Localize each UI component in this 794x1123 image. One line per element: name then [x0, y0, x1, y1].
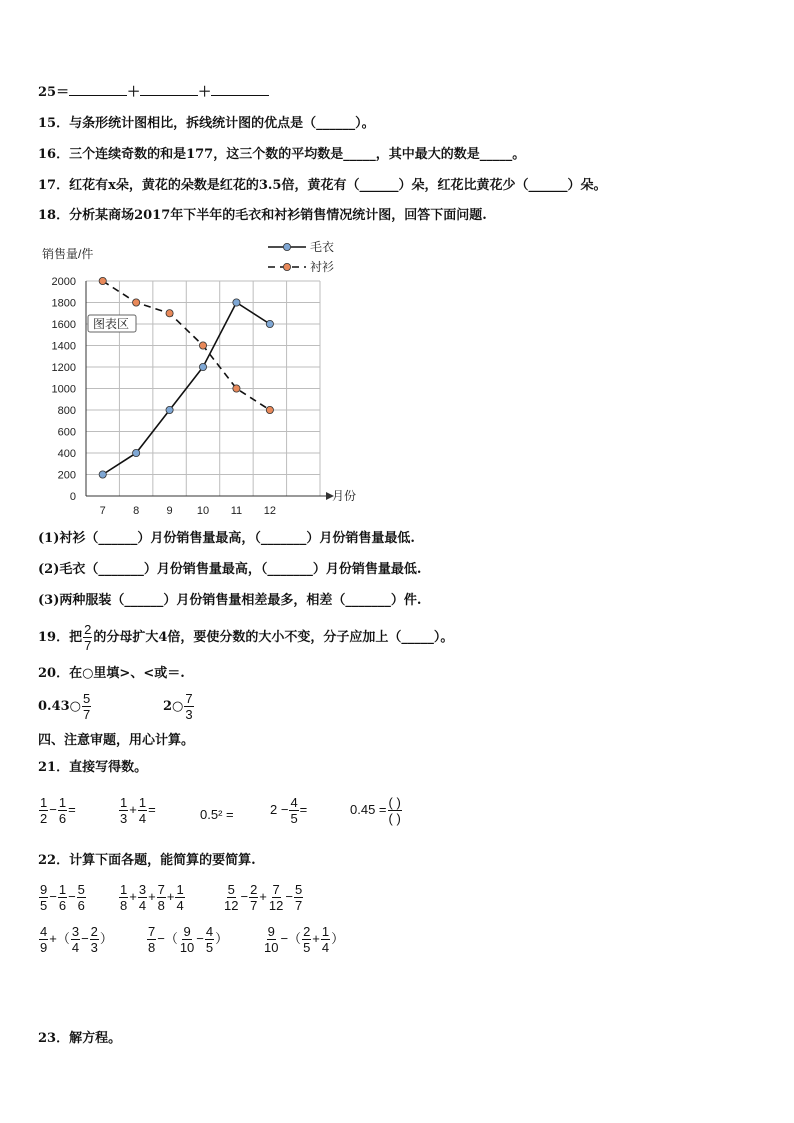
x-tick-label: 10 — [196, 505, 210, 517]
fraction: $\frac{5}{7}$ — [294, 882, 303, 913]
operator: − — [68, 888, 76, 904]
operator: −（ — [280, 930, 302, 946]
y-tick-label: 200 — [57, 469, 76, 482]
blank[interactable] — [211, 83, 269, 96]
question-21: 21．直接写得数。 — [38, 760, 148, 775]
fraction: $\frac{9}{5}$ — [40, 882, 48, 913]
question-18-1: (1)衬衫（______）月份销售量最高，（_______）月份销售量最低. — [38, 531, 415, 546]
x-tick-label: 11 — [230, 505, 243, 517]
question-22: 22．计算下面各题，能简算的要简算. — [38, 853, 256, 868]
question-23: 23．解方程。 — [38, 1031, 122, 1046]
q21-expr-4: 2 − $\frac{4}{5}$ = — [270, 795, 308, 826]
question-18-3: (3)两种服装（______）月份销售量相差最多，相差（_______）件. — [38, 593, 422, 608]
y-tick-label: 1200 — [51, 362, 76, 374]
y-tick-label: 1600 — [51, 319, 76, 331]
q22-expr-1 — [38, 882, 87, 913]
fraction: $\frac{3}{4}$ — [71, 924, 80, 955]
data-point-shirt — [199, 342, 206, 349]
operator: − — [196, 930, 204, 946]
x-tick-label: 7 — [99, 505, 106, 517]
chart-grid — [86, 281, 320, 496]
data-point-shirt — [233, 385, 240, 392]
fraction: $\frac{2}{5}$ — [303, 924, 311, 955]
operator: − — [81, 930, 89, 946]
sales-line-chart — [30, 235, 360, 520]
q20-b-left: 2○ — [163, 699, 184, 714]
q14-number: 25＝ — [38, 85, 70, 100]
y-tick-label: 2000 — [51, 276, 76, 288]
x-tick-label: 12 — [263, 505, 276, 517]
q21-expr-1: $\frac{1}{2}$ − $\frac{1}{6}$ = — [40, 795, 76, 826]
legend-marker — [283, 263, 290, 270]
operator: − — [285, 888, 293, 904]
question-19 — [38, 622, 453, 653]
chart-legend — [268, 240, 334, 274]
question-16: 16．三个连续奇数的和是177，这三个数的平均数是_____，其中最大的数是_____。 — [38, 147, 526, 162]
q22-expr-4 — [38, 924, 113, 955]
data-point-shirt — [266, 406, 273, 413]
operator: + — [166, 888, 175, 904]
q20-compare-b — [163, 690, 195, 724]
operator: ） — [99, 930, 113, 946]
fraction: $\frac{2}{7}$ — [84, 622, 92, 653]
operator: + — [148, 888, 156, 904]
fraction: $\frac{5}{6}$ — [77, 882, 85, 913]
fraction: $\frac{7}{3}$ — [185, 691, 193, 722]
operator: − — [49, 888, 57, 904]
operator: ） — [215, 930, 229, 946]
fraction: $\frac{3}{4}$ — [138, 882, 147, 913]
q20-compare-a — [38, 690, 92, 724]
question-15: 15．与条形统计图相比，拆线统计图的优点是（______）。 — [38, 116, 375, 131]
section-4-heading: 四、注意审题，用心计算。 — [38, 733, 195, 748]
fraction: $\frac{7}{8}$ — [157, 882, 165, 913]
operator: −（ — [157, 930, 178, 946]
plus-sign: ＋ — [198, 85, 212, 100]
q21-expr-2: $\frac{1}{3}$ + $\frac{1}{4}$ = — [120, 795, 156, 826]
q20-a-left: 0.43○ — [38, 699, 82, 714]
blank[interactable] — [140, 83, 198, 96]
q14-blanks-line — [38, 83, 269, 101]
q21-expr-3: 0.5² = — [200, 807, 234, 822]
q19-text: 的分母扩大4倍，要使分数的大小不变，分子应加上（_____）。 — [93, 630, 454, 645]
fraction: $\frac{1}{8}$ — [120, 882, 128, 913]
data-point-sweater — [199, 363, 206, 370]
data-point-sweater — [99, 471, 106, 478]
fraction: $\frac{4}{5}$ — [205, 924, 214, 955]
operator: + — [259, 888, 267, 904]
chart-ticks — [52, 276, 276, 517]
fraction: $\frac{5}{7}$ — [83, 691, 91, 722]
x-tick-label: 9 — [166, 505, 173, 517]
question-20: 20．在○里填>、<或＝. — [38, 666, 185, 681]
x-tick-label: 8 — [133, 505, 140, 517]
operator: − — [240, 888, 249, 904]
data-point-shirt — [133, 299, 140, 306]
blank[interactable] — [69, 83, 127, 96]
fraction: $\frac{9}{10}$ — [264, 924, 279, 955]
data-point-shirt — [99, 277, 106, 284]
chart-area-tag-label: 图表区 — [93, 317, 130, 331]
plus-sign: ＋ — [127, 85, 141, 100]
q21-expr-5: 0.45 = $\frac{( )}{( )}$ — [350, 795, 401, 826]
data-point-sweater — [266, 320, 273, 327]
data-point-sweater — [166, 406, 173, 413]
fraction: $\frac{1}{6}$ — [58, 882, 67, 913]
x-axis-label: 月份 — [332, 489, 357, 503]
operator: +（ — [49, 930, 70, 946]
q22-expr-5 — [146, 924, 228, 955]
y-axis-label: 销售量/件 — [42, 247, 94, 261]
q22-expr-6 — [262, 924, 344, 955]
y-tick-label: 1000 — [51, 383, 76, 396]
y-tick-label: 400 — [57, 448, 76, 460]
fraction: $\frac{1}{4}$ — [176, 882, 184, 913]
y-tick-label: 1800 — [51, 297, 76, 310]
operator: ） — [331, 930, 345, 946]
y-tick-label: 800 — [57, 405, 76, 417]
chart-area-tag — [88, 315, 136, 332]
legend-label: 衬衫 — [310, 260, 335, 274]
q22-expr-3 — [222, 882, 304, 913]
fraction: $\frac{9}{10}$ — [179, 924, 195, 955]
fraction: $\frac{2}{7}$ — [250, 882, 258, 913]
question-17: 17．红花有x朵，黄花的朵数是红花的3.5倍，黄花有（______）朵，红花比黄花少（______）朵。 — [38, 178, 607, 193]
fraction: $\frac{1}{4}$ — [321, 924, 330, 955]
question-18-2: (2)毛衣（_______）月份销售量最高，（_______）月份销售量最低. — [38, 562, 422, 577]
fraction: $\frac{7}{12}$ — [268, 882, 284, 913]
fraction: $\frac{5}{12}$ — [224, 882, 239, 913]
legend-marker — [283, 243, 290, 250]
fraction: $\frac{4}{9}$ — [40, 924, 48, 955]
q19-prefix: 19．把 — [38, 630, 83, 645]
question-18: 18．分析某商场2017年下半年的毛衣和衬衫销售情况统计图，回答下面问题. — [38, 208, 487, 223]
legend-label: 毛衣 — [310, 240, 335, 254]
y-tick-label: 1400 — [51, 340, 76, 353]
data-point-shirt — [166, 310, 173, 317]
y-tick-label: 600 — [57, 426, 76, 439]
fraction: $\frac{2}{3}$ — [90, 924, 98, 955]
fraction: $\frac{7}{8}$ — [148, 924, 156, 955]
operator: + — [129, 888, 137, 904]
data-point-sweater — [133, 449, 140, 456]
y-tick-label: 0 — [69, 491, 76, 503]
data-point-sweater — [233, 299, 240, 306]
chart-axes — [86, 281, 334, 500]
q22-expr-2 — [118, 882, 186, 913]
operator: + — [312, 930, 320, 946]
